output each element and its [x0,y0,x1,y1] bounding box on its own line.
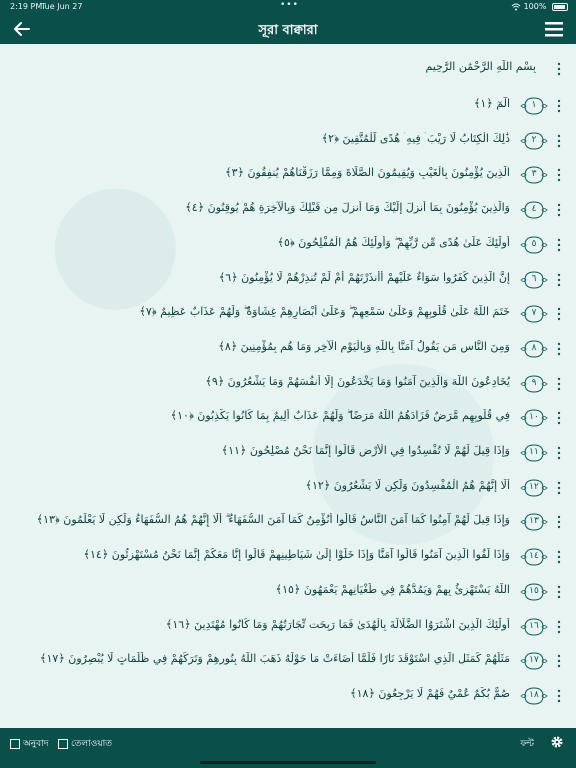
ayah-number: ٧ [531,308,537,319]
verse-row[interactable] [0,505,576,540]
back-button[interactable] [12,18,32,40]
ayah-frame-icon [520,478,548,498]
checkbox-square-icon [10,739,20,749]
verse-text: إِنَّ الَّذِينَ كَفَرُوا سَوَاءٌ عَلَيْهِمْ أَأَنذَرْتَهُمْ أَمْ لَمْ تُنذِرْهُمْ لَا يُؤْمِنُونَ ﴿٦﴾ [218,270,510,284]
verse-text: الَّذِينَ يُؤْمِنُونَ بِالْغَيْبِ وَيُقِيمُونَ الصَّلَاةَ وَمِمَّا رَزَقْنَاهُمْ يُنفِقُونَ ﴿٣﴾ [225,166,510,180]
ayah-frame-icon [520,131,548,151]
status-date: Tue Jun 27 [41,2,83,11]
ayah-number-badge [520,165,548,185]
ayah-number: ١٨ [529,689,539,700]
ayah-number: ١٧ [529,655,539,666]
ayah-number: ٦ [531,273,537,284]
ayah-frame-icon [520,339,548,359]
ayah-number: ١٤ [529,551,539,562]
more-vertical-icon[interactable] [556,134,562,148]
more-vertical-icon[interactable] [556,203,562,217]
arrow-left-icon [12,18,32,40]
ayah-frame-icon [520,304,548,324]
verse-text: اللَّهُ يَسْتَهْزِئُ بِهِمْ وَيَمُدُّهُمْ فِي طُغْيَانِهِمْ يَعْمَهُونَ ﴿١٥﴾ [275,582,510,596]
verse-text: يُخَادِعُونَ اللَّهَ وَالَّذِينَ آمَنُوا وَمَا يَخْدَعُونَ إِلَّا أَنفُسَهُمْ وَمَا يَشْعُرُونَ ﴿٩﴾ [205,374,510,388]
menu-button[interactable] [544,20,564,38]
ayah-number: ١٠ [529,412,539,423]
verse-row[interactable] [0,471,576,506]
verse-row[interactable] [0,297,576,332]
verse-row[interactable] [0,263,576,298]
ayah-number: ١ [531,100,537,110]
verse-text: ذَٰلِكَ الْكِتَابُ لَا رَيْبَ ۛ فِيهِ ۛ هُدًى لِّلْمُتَّقِينَ ﴿٢﴾ [321,131,510,145]
ayah-number: ٢ [531,134,537,145]
verse-text: أُولَٰئِكَ الَّذِينَ اشْتَرَوُا الضَّلَالَةَ بِالْهُدَىٰ فَمَا رَبِحَت تِّجَارَتُهُمْ وَمَا كَانُوا مُهْتَدِينَ ﴿١٦﴾ [165,617,510,631]
verse-row[interactable] [0,367,576,402]
bismillah-text: بِسْمِ اللَّهِ الرَّحْمَٰنِ الرَّحِيمِ [425,60,536,73]
ayah-frame-icon [520,408,548,428]
verse-row[interactable] [0,540,576,575]
ayah-frame-icon [520,200,548,220]
more-vertical-icon[interactable] [556,238,562,252]
ayah-number-badge [520,270,548,290]
status-bar [0,0,576,14]
gear-icon [550,735,564,749]
ayah-frame-icon [520,651,548,671]
verse-text: وَالَّذِينَ يُؤْمِنُونَ بِمَا أُنزِلَ إِلَيْكَ وَمَا أُنزِلَ مِن قَبْلِكَ وَبِالْآخِرَةِ هُمْ يُوقِنُونَ ﴿٤﴾ [185,201,510,215]
font-button[interactable]: ফন্ট [520,739,534,749]
recitation-label: তেলাওয়াত [71,739,113,749]
ayah-number: ١١ [529,447,539,457]
more-vertical-icon[interactable] [556,62,562,76]
more-vertical-icon[interactable] [556,585,562,599]
page-title: সূরা বাক্বারা [258,23,318,38]
verse-row[interactable] [0,158,576,193]
ayah-number-badge [520,617,548,637]
more-vertical-icon[interactable] [556,307,562,321]
status-right [511,2,568,11]
ayah-number-badge [520,512,548,532]
verse-text: خَتَمَ اللَّهُ عَلَىٰ قُلُوبِهِمْ وَعَلَىٰ سَمْعِهِمْ ۖ وَعَلَىٰ أَبْصَارِهِمْ غِشَاوَةٌ ۖ وَلَهُمْ عَذَابٌ عَظِيمٌ ﴿٧﴾ [139,305,510,319]
ayah-number-badge [520,304,548,324]
more-vertical-icon[interactable] [556,654,562,668]
verse-text: أَلَا إِنَّهُمْ هُمُ الْمُفْسِدُونَ وَلَٰكِن لَّا يَشْعُرُونَ ﴿١٢﴾ [305,478,510,492]
ayah-frame-icon [520,235,548,255]
home-indicator[interactable] [200,761,376,764]
app-header [0,14,576,44]
verse-text: وَإِذَا قِيلَ لَهُمْ لَا تُفْسِدُوا فِي الْأَرْضِ قَالُوا إِنَّمَا نَحْنُ مُصْلِحُونَ ﴿١١﴾ [221,444,510,457]
ayah-frame-icon [520,686,548,706]
more-vertical-icon[interactable] [556,168,562,182]
translation-checkbox[interactable] [10,736,49,750]
verse-text: فِي قُلُوبِهِم مَّرَضٌ فَزَادَهُمُ اللَّهُ مَرَضًا ۖ وَلَهُمْ عَذَابٌ أَلِيمٌ بِمَا كَانُوا يَكْذِبُونَ ﴿١٠﴾ [170,409,510,423]
ayah-frame-icon [520,443,548,463]
ayah-number-badge [520,408,548,428]
verse-row[interactable] [0,401,576,436]
verse-row[interactable] [0,610,576,645]
ayah-frame-icon [520,374,548,394]
more-vertical-icon[interactable] [556,481,562,495]
ayah-number: ١٢ [529,481,539,492]
ayah-number: ٣ [531,169,537,180]
ayah-number-badge [520,582,548,602]
verse-text: أُولَٰئِكَ عَلَىٰ هُدًى مِّن رَّبِّهِمْ ۖ وَأُولَٰئِكَ هُمُ الْمُفْلِحُونَ ﴿٥﴾ [277,235,510,249]
ayah-number-badge [520,547,548,567]
hamburger-icon [544,20,564,38]
verse-text: الٓمٓ ﴿١﴾ [473,97,510,110]
verse-text: صُمٌّ بُكْمٌ عُمْيٌ فَهُمْ لَا يَرْجِعُونَ ﴿١٨﴾ [350,686,510,700]
verse-text: وَإِذَا قِيلَ لَهُمْ آمِنُوا كَمَا آمَنَ النَّاسُ قَالُوا أَنُؤْمِنُ كَمَا آمَنَ السُّفَهَاءُ ۗ أَلَا إِنَّهُمْ هُمُ السُّفَهَاءُ وَلَٰكِن لَّا يَعْلَمُونَ ﴿١٣﴾ [36,513,510,527]
ayah-number: ٨ [531,342,537,353]
ayah-number-badge [520,96,548,116]
verse-row[interactable] [0,124,576,159]
multitask-dots-icon: ••• [280,0,299,10]
ayah-number: ١٦ [529,620,539,631]
verse-row[interactable] [0,436,576,471]
more-vertical-icon[interactable] [556,515,562,529]
verse-row[interactable] [0,644,576,679]
ayah-number-badge [520,235,548,255]
ayah-frame-icon [520,512,548,532]
more-vertical-icon[interactable] [556,273,562,287]
verse-text: وَمِنَ النَّاسِ مَن يَقُولُ آمَنَّا بِاللَّهِ وَبِالْيَوْمِ الْآخِرِ وَمَا هُم بِمُؤْمِنِينَ ﴿٨﴾ [218,339,510,353]
ayah-number-badge [520,374,548,394]
ayah-frame-icon [520,270,548,290]
verse-row[interactable] [0,679,576,714]
verse-row[interactable] [0,575,576,610]
bismillah-row[interactable] [0,52,576,87]
verse-text: مَثَلُهُمْ كَمَثَلِ الَّذِي اسْتَوْقَدَ نَارًا فَلَمَّا أَضَاءَتْ مَا حَوْلَهُ ذَهَبَ اللَّهُ بِنُورِهِمْ وَتَرَكَهُمْ فِي ظُلُمَاتٍ لَّا يُبْصِرُونَ ﴿١٧﴾ [40,652,510,666]
ayah-number-badge [520,443,548,463]
status-time: 2:19 PM [10,2,43,11]
more-vertical-icon[interactable] [556,550,562,564]
more-vertical-icon[interactable] [556,377,562,391]
verse-row[interactable] [0,193,576,228]
ayah-frame-icon [520,582,548,602]
ayah-number-badge [520,651,548,671]
ayah-number-badge [520,339,548,359]
ayah-number: ٩ [531,377,537,388]
ayah-number: ٥ [531,238,537,249]
ayah-number-badge [520,131,548,151]
more-vertical-icon[interactable] [556,689,562,703]
ayah-frame-icon [520,165,548,185]
verse-text: وَإِذَا لَقُوا الَّذِينَ آمَنُوا قَالُوا آمَنَّا وَإِذَا خَلَوْا إِلَىٰ شَيَاطِينِهِمْ قَالُوا إِنَّا مَعَكُمْ إِنَّمَا نَحْنُ مُسْتَهْزِئُونَ ﴿١٤﴾ [83,548,510,562]
verse-row[interactable] [0,332,576,367]
ayah-number: ١٣ [529,516,539,527]
more-vertical-icon[interactable] [556,446,562,460]
more-vertical-icon[interactable] [556,342,562,356]
ayah-number-badge [520,200,548,220]
more-vertical-icon[interactable] [556,620,562,634]
ayah-number-badge [520,686,548,706]
ayah-frame-icon [520,96,548,116]
ayah-number-badge [520,478,548,498]
wifi-icon [511,3,521,11]
ayah-number: ١٥ [529,585,539,596]
ayah-frame-icon [520,547,548,567]
battery-icon [552,3,568,11]
verse-row[interactable] [0,89,576,124]
ayah-number: ٤ [531,204,537,215]
battery-percent: 100% [523,2,547,11]
more-vertical-icon[interactable] [556,99,562,113]
checkbox-square-icon [58,739,68,749]
translation-label: অনুবাদ [23,739,49,749]
verse-row[interactable] [0,228,576,263]
settings-button[interactable] [550,734,564,748]
verse-list[interactable] [0,44,576,728]
ayah-frame-icon [520,617,548,637]
more-vertical-icon[interactable] [556,411,562,425]
recitation-checkbox[interactable] [58,736,112,750]
